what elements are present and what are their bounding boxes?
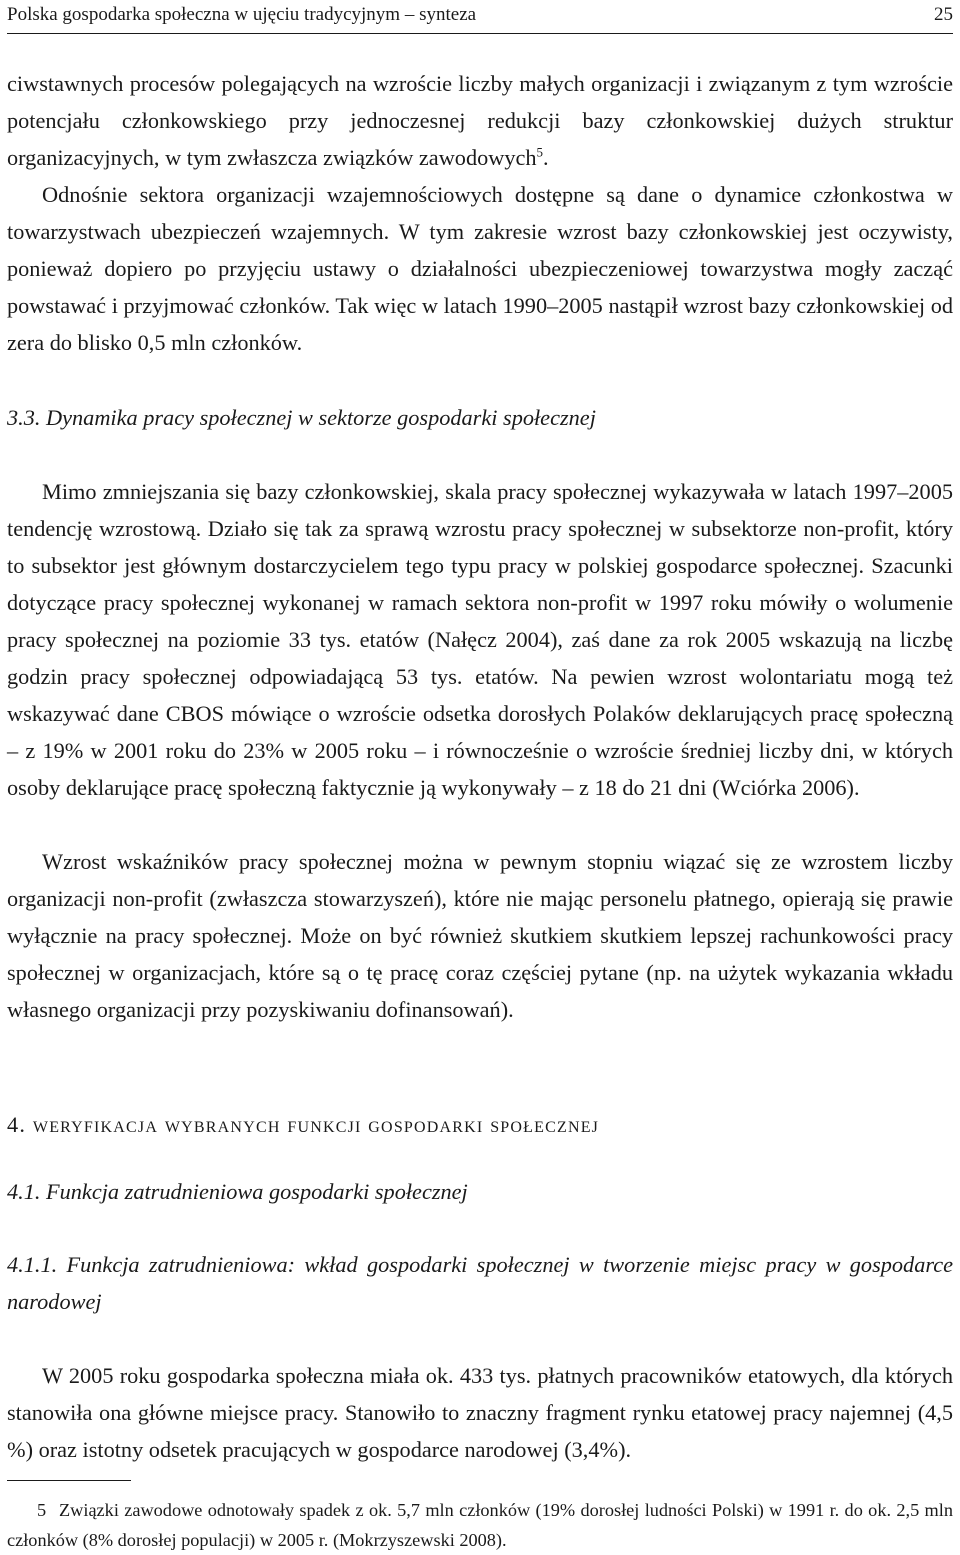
footnote-separator <box>7 1480 131 1481</box>
paragraph-mutual: Odnośnie sektora organizacji wzajemnościowych dostępne są dane o dynamice członkostwa w towarzystwach ubezpieczeń wzajemnych. W tym zakresie wzrost bazy członkowskiej jest oczywisty, ponieważ dopiero po przyjęciu ustawy o działalności ubezpieczeniowej towarzystwa mogły zacząć powstawać i przyjmować członków. Tak więc w latach 1990–2005 nastąpił wzrost bazy członkowskiej od zera do blisko 0,5 mln członków. <box>7 182 953 355</box>
section-heading-4: 4. weryfikacja wybranych funkcji gospodarki społecznej <box>7 1112 600 1137</box>
paragraph-text: ciwstawnych procesów polegających na wzroście liczby małych organizacji i związanym z tym wzroście potencjału członkowskiego przy jednoczesnej redukcji bazy członkowskiej dużych struktur organizacyjnych, w tym zwłaszcza związków zawodowych <box>7 71 953 170</box>
paragraph-mutual-insurance <box>7 65 953 361</box>
footnote-reference[interactable]: 5 <box>536 144 544 160</box>
running-header <box>7 0 953 34</box>
paragraph-indicators: Wzrost wskaźników pracy społecznej można w pewnym stopniu wiązać się ze wzrostem liczby organizacji non-profit (zwłaszcza stowarzyszeń), które nie mając personelu płatnego, opierają się prawie wyłącznie na pracy społecznej. Może on być również skutkiem skutkiem lepszej rachunkowości pracy społecznej w organizacjach, które są o tę pracę coraz częściej pytane (np. na użytek wykazania wkładu własnego organizacji przy pozyskiwaniu dofinansowań). <box>7 849 953 1022</box>
paragraph-continuation <box>7 65 953 176</box>
section-heading-4-1-1: 4.1.1. Funkcja zatrudnieniowa: wkład gospodarki społecznej w tworzenie miejsc pracy w gospodarce narodowej <box>7 1252 953 1314</box>
paragraph-employment: W 2005 roku gospodarka społeczna miała ok. 433 tys. płatnych pracowników etatowych, dla których stanowiła ona główne miejsce pracy. Stanowiło to znaczny fragment rynku etatowej pracy najemnej (4,5 %) oraz istotny odsetek pracujących w gospodarce narodowej (3,4%). <box>7 1363 953 1462</box>
page-number: 25 <box>934 4 953 25</box>
section-heading-4-1: 4.1. Funkcja zatrudnieniowa gospodarki społecznej <box>7 1179 468 1204</box>
footnote <box>7 1495 953 1555</box>
running-title: Polska gospodarka społeczna w ujęciu tradycyjnym – synteza <box>7 4 477 25</box>
footnote-number: 5 <box>37 1500 47 1520</box>
paragraph-period: . <box>543 145 549 170</box>
paragraph-social-work: Mimo zmniejszania się bazy członkowskiej, skala pracy społecznej wykazywała w latach 1997–2005 tendencję wzrostową. Działo się tak za sprawą wzrostu pracy społecznej w subsektorze non-profit, który to subsektor jest głównym dostarczycielem tego typu pracy w polskiej gospodarce społecznej. Szacunki dotyczące pracy społecznej wykonanej w ramach sektora non-profit w 1997 roku mówiły o wolumenie pracy społecznej na poziomie 33 tys. etatów (Nałęcz 2004), zaś dane za rok 2005 wskazują na liczbę godzin pracy społecznej odpowiadającą 53 tys. etatów. Na pewien wzrost wolontariatu mogą też wskazywać dane CBOS mówiące o wzroście odsetka dorosłych Polaków deklarujących pracę społeczną – z 19% w 2001 roku do 23% w 2005 roku – i równocześnie o wzroście średniej liczby dni, w których osoby deklarujące pracę społeczną faktycznie ją wykonywały – z 18 do 21 dni (Wciórka 2006). <box>7 479 953 800</box>
section-heading-3-3: 3.3. Dynamika pracy społecznej w sektorze gospodarki społecznej <box>7 405 596 430</box>
footnote-text: Związki zawodowe odnotowały spadek z ok. 5,7 mln członków (19% dorosłej ludności Polski) w 1991 r. do ok. 2,5 mln członków (8% dorosłej populacji) w 2005 r. (Mokrzyszewski 2008). <box>7 1500 953 1550</box>
